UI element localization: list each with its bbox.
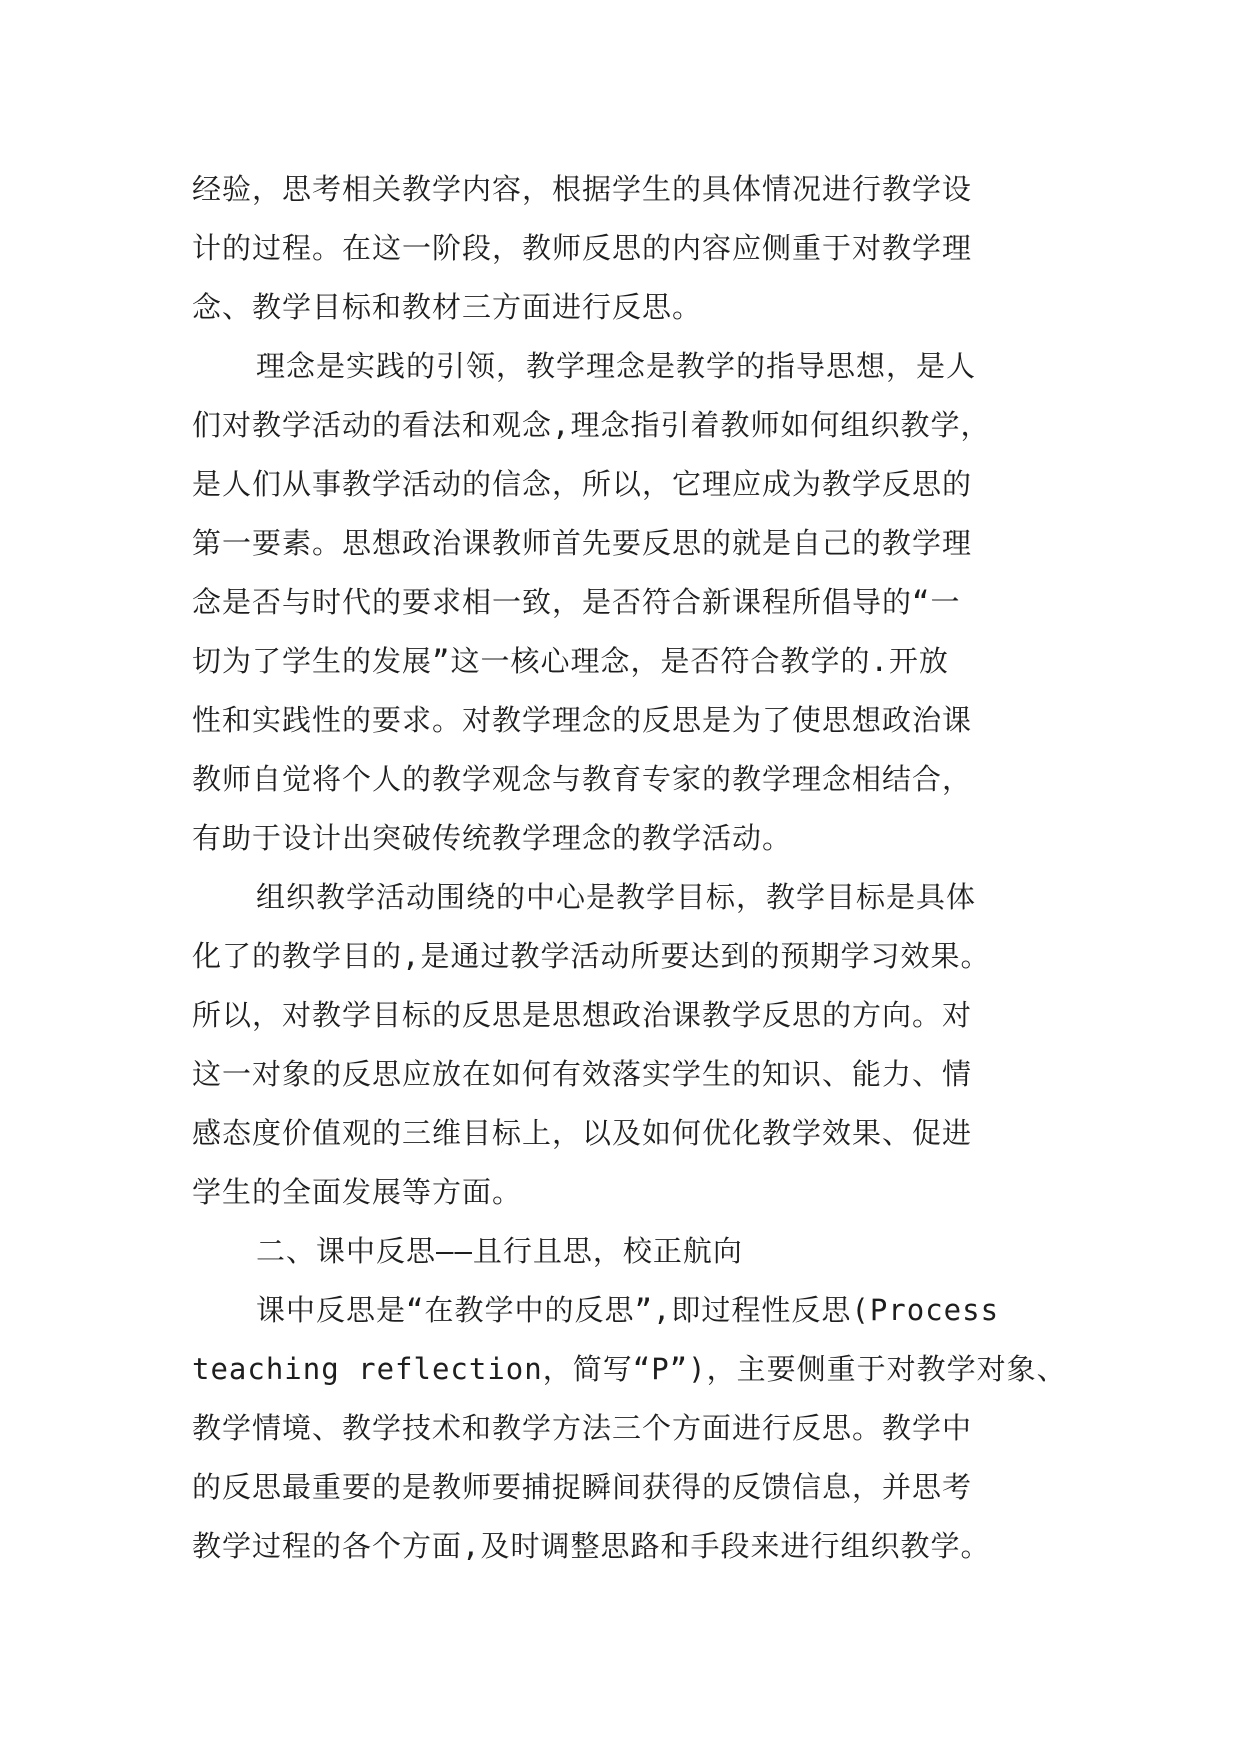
paragraph-teaching-philosophy — [192, 337, 1064, 868]
text-line: 组织教学活动围绕的中心是教学目标，教学目标是具体 — [256, 880, 977, 914]
text-line: 念、教学目标和教材三方面进行反思。 — [192, 290, 703, 324]
text-line: teaching reflection，简写“P”)，主要侧重于对教学对象、 — [192, 1352, 1067, 1386]
text-line: 切为了学生的发展”这一核心理念，是否符合教学的.开放 — [192, 644, 949, 678]
text-line: 们对教学活动的看法和观念,理念指引着教师如何组织教学， — [192, 408, 991, 442]
text-line: 第一要素。思想政治课教师首先要反思的就是自己的教学理 — [192, 526, 973, 560]
text-line: 是人们从事教学活动的信念，所以，它理应成为教学反思的 — [192, 467, 973, 501]
text-line: 教学过程的各个方面,及时调整思路和手段来进行组织教学。 — [192, 1529, 991, 1563]
paragraph-in-class-reflection — [192, 1281, 1067, 1576]
text-line: 性和实践性的要求。对教学理念的反思是为了使思想政治课 — [192, 703, 973, 737]
heading-text: 二、课中反思——且行且思，校正航向 — [256, 1234, 743, 1268]
text-line: 经验，思考相关教学内容，根据学生的具体情况进行教学设 — [192, 172, 973, 206]
text-line: 有助于设计出突破传统教学理念的教学活动。 — [192, 821, 793, 855]
document-body — [192, 160, 1067, 1576]
paragraph-teaching-goals — [192, 868, 1064, 1222]
text-line: 化了的教学目的,是通过教学活动所要达到的预期学习效果。 — [192, 939, 991, 973]
text-line: 理念是实践的引领，教学理念是教学的指导思想，是人 — [256, 349, 977, 383]
text-line: 这一对象的反思应放在如何有效落实学生的知识、能力、情 — [192, 1057, 973, 1091]
text-line: 感态度价值观的三维目标上，以及如何优化教学效果、促进 — [192, 1116, 973, 1150]
text-line: 教师自觉将个人的教学观念与教育专家的教学理念相结合， — [192, 762, 973, 796]
text-line: 的反思最重要的是教师要捕捉瞬间获得的反馈信息，并思考 — [192, 1470, 973, 1504]
section-heading — [192, 1222, 1064, 1281]
text-line: 教学情境、教学技术和教学方法三个方面进行反思。教学中 — [192, 1411, 973, 1445]
text-line: 念是否与时代的要求相一致，是否符合新课程所倡导的“一 — [192, 585, 961, 619]
text-line: 计的过程。在这一阶段，教师反思的内容应侧重于对教学理 — [192, 231, 973, 265]
text-line: 所以，对教学目标的反思是思想政治课教学反思的方向。对 — [192, 998, 973, 1032]
paragraph-continuation — [192, 160, 1064, 337]
text-line: 学生的全面发展等方面。 — [192, 1175, 523, 1209]
text-line: 课中反思是“在教学中的反思”,即过程性反思(Process — [256, 1293, 1000, 1327]
